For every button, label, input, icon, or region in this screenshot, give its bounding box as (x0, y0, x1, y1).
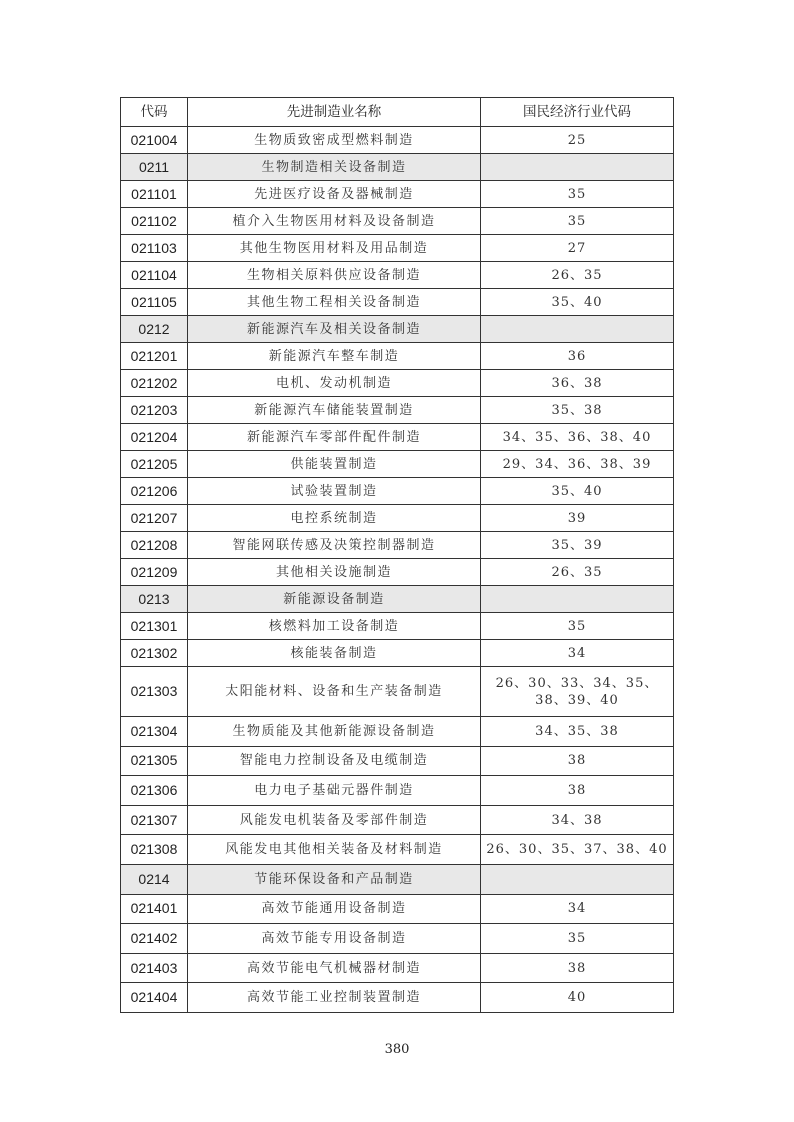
code-cell: 021207 (121, 505, 188, 532)
header-nec-code: 国民经济行业代码 (481, 98, 674, 127)
name-cell: 试验装置制造 (188, 478, 481, 505)
code-cell: 0211 (121, 154, 188, 181)
name-cell: 风能发电其他相关装备及材料制造 (188, 835, 481, 865)
table-row (121, 343, 674, 370)
code-cell: 021202 (121, 370, 188, 397)
table-row (121, 924, 674, 954)
table-row (121, 805, 674, 835)
table-row (121, 289, 674, 316)
header-code: 代码 (121, 98, 188, 127)
category-row (121, 864, 674, 894)
code-cell: 021307 (121, 805, 188, 835)
nec-code-cell: 34、35、36、38、40 (481, 424, 674, 451)
nec-code-cell: 35、39 (481, 532, 674, 559)
table-row (121, 776, 674, 806)
nec-code-cell: 39 (481, 505, 674, 532)
code-cell: 0212 (121, 316, 188, 343)
table-row (121, 559, 674, 586)
name-cell: 生物相关原料供应设备制造 (188, 262, 481, 289)
nec-code-cell: 29、34、36、38、39 (481, 451, 674, 478)
page-number: 380 (384, 1042, 410, 1057)
name-cell: 节能环保设备和产品制造 (188, 864, 481, 894)
name-cell: 生物制造相关设备制造 (188, 154, 481, 181)
name-cell: 新能源汽车及相关设备制造 (188, 316, 481, 343)
name-cell: 智能电力控制设备及电缆制造 (188, 746, 481, 776)
table-row (121, 127, 674, 154)
table-row (121, 397, 674, 424)
table-row (121, 451, 674, 478)
name-cell: 新能源汽车零部件配件制造 (188, 424, 481, 451)
table-row (121, 181, 674, 208)
name-cell: 植介入生物医用材料及设备制造 (188, 208, 481, 235)
code-cell: 021205 (121, 451, 188, 478)
table-row (121, 208, 674, 235)
table-row (121, 667, 674, 717)
category-row (121, 586, 674, 613)
code-cell: 021403 (121, 953, 188, 983)
table-body (121, 127, 674, 1013)
table-row (121, 262, 674, 289)
nec-code-cell: 26、35 (481, 559, 674, 586)
code-cell: 021206 (121, 478, 188, 505)
code-cell: 021208 (121, 532, 188, 559)
table-row (121, 746, 674, 776)
name-cell: 其他生物工程相关设备制造 (188, 289, 481, 316)
name-cell: 高效节能通用设备制造 (188, 894, 481, 924)
nec-code-cell: 35 (481, 181, 674, 208)
name-cell: 其他生物医用材料及用品制造 (188, 235, 481, 262)
name-cell: 核能装备制造 (188, 640, 481, 667)
nec-code-cell (481, 586, 674, 613)
industry-code-table (120, 97, 674, 1013)
table-row (121, 505, 674, 532)
name-cell: 电机、发动机制造 (188, 370, 481, 397)
code-cell: 021301 (121, 613, 188, 640)
code-cell: 021308 (121, 835, 188, 865)
nec-code-cell: 35、40 (481, 478, 674, 505)
name-cell: 智能网联传感及决策控制器制造 (188, 532, 481, 559)
name-cell: 太阳能材料、设备和生产装备制造 (188, 667, 481, 717)
nec-code-cell: 35 (481, 924, 674, 954)
nec-code-cell: 34、38 (481, 805, 674, 835)
table-row (121, 424, 674, 451)
name-cell: 电控系统制造 (188, 505, 481, 532)
code-cell: 021402 (121, 924, 188, 954)
nec-code-cell: 40 (481, 983, 674, 1013)
table-row (121, 640, 674, 667)
name-cell: 电力电子基础元器件制造 (188, 776, 481, 806)
nec-code-cell (481, 864, 674, 894)
table-row (121, 478, 674, 505)
table-row (121, 835, 674, 865)
code-cell: 021401 (121, 894, 188, 924)
name-cell: 风能发电机装备及零部件制造 (188, 805, 481, 835)
code-cell: 021302 (121, 640, 188, 667)
nec-code-cell: 27 (481, 235, 674, 262)
table-row (121, 370, 674, 397)
code-cell: 021101 (121, 181, 188, 208)
code-cell: 021103 (121, 235, 188, 262)
table-header-row (121, 98, 674, 127)
table-row (121, 894, 674, 924)
table-row (121, 235, 674, 262)
code-cell: 021306 (121, 776, 188, 806)
table-row (121, 613, 674, 640)
header-name: 先进制造业名称 (188, 98, 481, 127)
nec-code-cell: 26、30、33、34、35、38、39、40 (481, 667, 674, 717)
nec-code-cell: 35、38 (481, 397, 674, 424)
code-cell: 021104 (121, 262, 188, 289)
name-cell: 生物质致密成型燃料制造 (188, 127, 481, 154)
table-row (121, 717, 674, 747)
table-row (121, 532, 674, 559)
code-cell: 021404 (121, 983, 188, 1013)
name-cell: 高效节能专用设备制造 (188, 924, 481, 954)
code-cell: 021204 (121, 424, 188, 451)
name-cell: 高效节能工业控制装置制造 (188, 983, 481, 1013)
nec-code-cell: 35、40 (481, 289, 674, 316)
nec-code-cell (481, 154, 674, 181)
table-row (121, 953, 674, 983)
code-cell: 021105 (121, 289, 188, 316)
nec-code-cell: 34 (481, 640, 674, 667)
nec-code-cell: 25 (481, 127, 674, 154)
code-cell: 021004 (121, 127, 188, 154)
code-cell: 021303 (121, 667, 188, 717)
code-cell: 021304 (121, 717, 188, 747)
nec-code-cell: 35 (481, 208, 674, 235)
code-cell: 021209 (121, 559, 188, 586)
nec-code-cell (481, 316, 674, 343)
table-row (121, 983, 674, 1013)
nec-code-cell: 35 (481, 613, 674, 640)
name-cell: 高效节能电气机械器材制造 (188, 953, 481, 983)
name-cell: 新能源设备制造 (188, 586, 481, 613)
name-cell: 新能源汽车整车制造 (188, 343, 481, 370)
code-cell: 021203 (121, 397, 188, 424)
nec-code-cell: 34 (481, 894, 674, 924)
nec-code-cell: 36、38 (481, 370, 674, 397)
nec-code-cell: 26、35 (481, 262, 674, 289)
category-row (121, 154, 674, 181)
name-cell: 生物质能及其他新能源设备制造 (188, 717, 481, 747)
code-cell: 021102 (121, 208, 188, 235)
name-cell: 其他相关设施制造 (188, 559, 481, 586)
nec-code-cell: 38 (481, 776, 674, 806)
code-cell: 021201 (121, 343, 188, 370)
category-row (121, 316, 674, 343)
code-cell: 021305 (121, 746, 188, 776)
code-cell: 0214 (121, 864, 188, 894)
name-cell: 核燃料加工设备制造 (188, 613, 481, 640)
name-cell: 供能装置制造 (188, 451, 481, 478)
name-cell: 先进医疗设备及器械制造 (188, 181, 481, 208)
nec-code-cell: 26、30、35、37、38、40 (481, 835, 674, 865)
nec-code-cell: 38 (481, 746, 674, 776)
nec-code-cell: 34、35、38 (481, 717, 674, 747)
code-cell: 0213 (121, 586, 188, 613)
nec-code-cell: 36 (481, 343, 674, 370)
nec-code-cell: 38 (481, 953, 674, 983)
name-cell: 新能源汽车储能装置制造 (188, 397, 481, 424)
